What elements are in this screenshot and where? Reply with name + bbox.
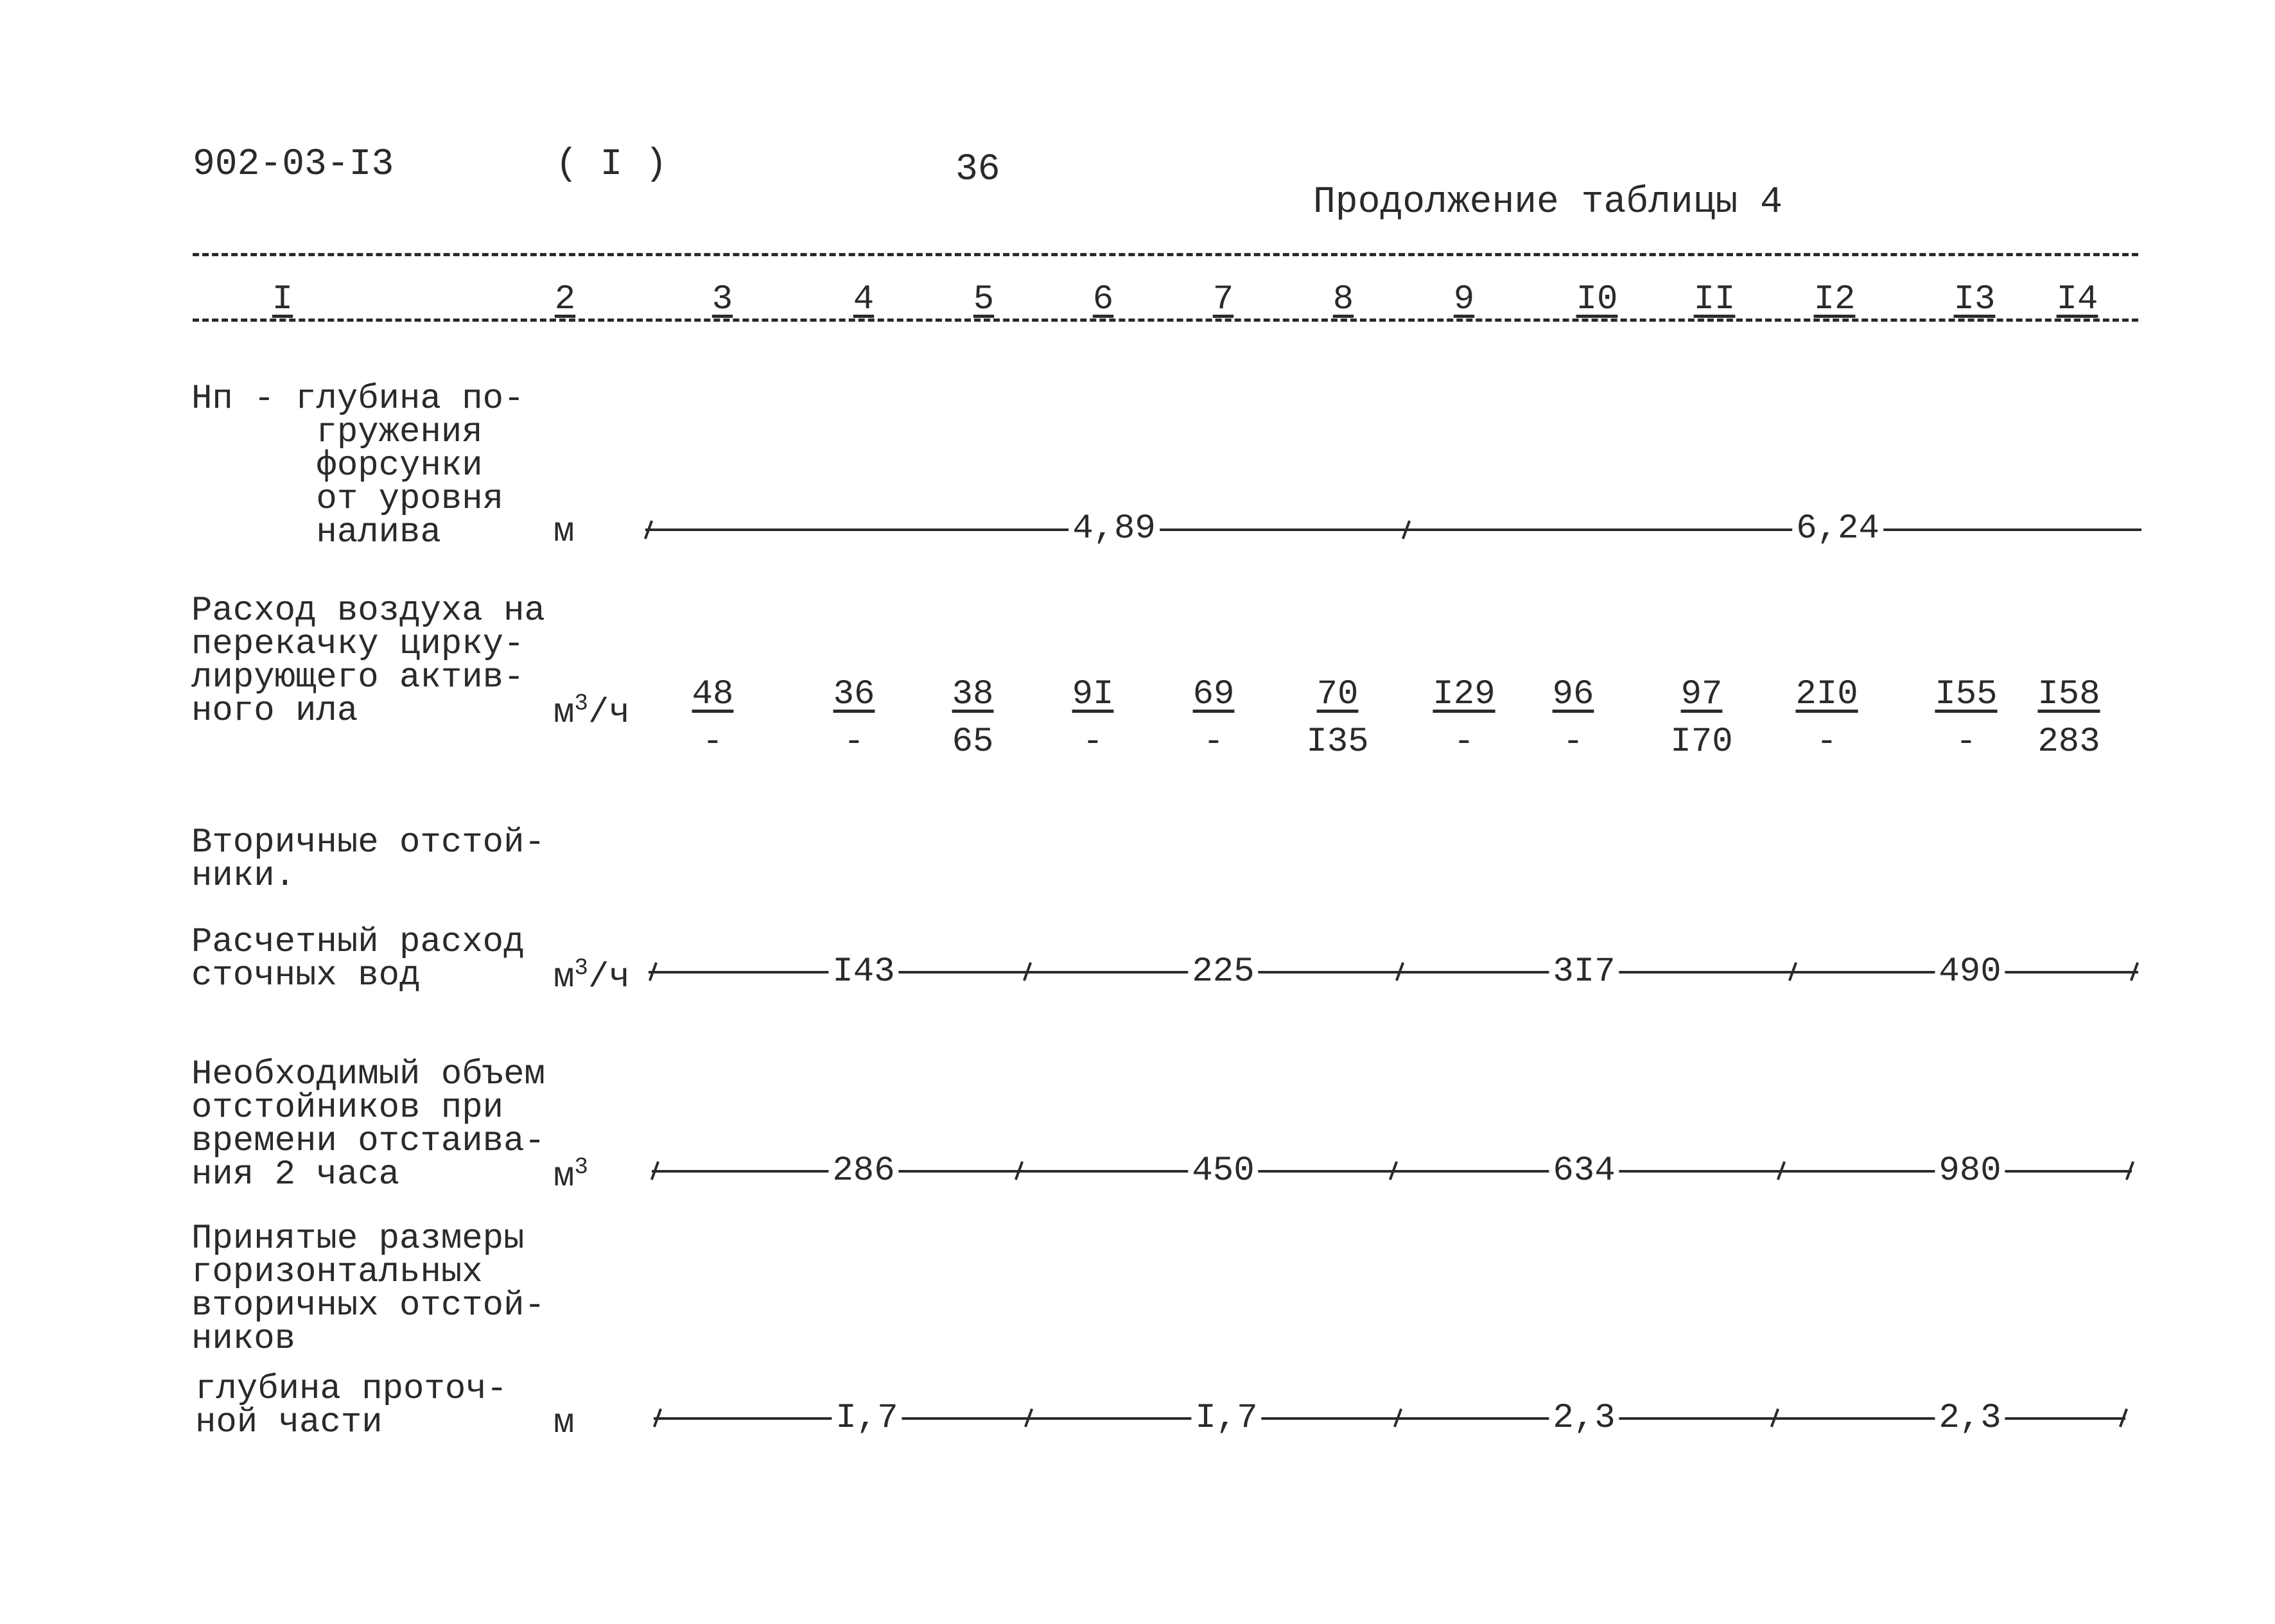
column-number: 2 <box>554 280 576 319</box>
air-value-cell <box>1306 677 1368 760</box>
document-part: ( I ) <box>555 144 668 186</box>
column-number: I4 <box>2056 280 2098 319</box>
row-label-required-volume: Необходимый объем отстойников при времени отстаива- ния 2 часа <box>191 1055 545 1194</box>
immersion-value-group-2: 6,24 <box>1792 512 1883 546</box>
unit-exponent: 3 <box>574 1154 589 1180</box>
air-value-denominator: - <box>1203 722 1225 762</box>
unit-exponent: 3 <box>574 955 589 981</box>
unit-text: м <box>553 1157 575 1196</box>
flow-value: I43 <box>828 955 898 990</box>
air-value-numerator: 69 <box>1192 675 1235 714</box>
depth-value: 2,3 <box>1935 1401 2005 1436</box>
unit-air <box>553 692 630 731</box>
air-value-denominator: - <box>1562 722 1584 762</box>
unit-flow <box>553 957 630 995</box>
volume-value: 634 <box>1549 1154 1619 1189</box>
unit-suffix: /ч <box>588 958 630 997</box>
immersion-value-group-1: 4,89 <box>1068 512 1160 546</box>
column-number: I3 <box>1953 280 1996 319</box>
air-value-cell <box>1433 677 1495 760</box>
flow-value: 490 <box>1935 955 2005 990</box>
unit-immersion: м <box>553 512 575 552</box>
air-value-cell <box>1670 677 1732 760</box>
air-value-cell <box>1072 677 1114 760</box>
section-heading-secondary-settlers: Вторичные отстой- ники. <box>191 823 545 896</box>
air-value-cell <box>1553 677 1594 760</box>
air-value-cell <box>1795 677 1858 760</box>
depth-value: I,7 <box>1191 1401 1261 1436</box>
air-value-numerator: I55 <box>1935 675 1998 714</box>
row-label-air-consumption: Расход воздуха на перекачку цирку- лирующего актив- ного ила <box>191 591 545 731</box>
column-number: I2 <box>1813 280 1856 319</box>
unit-exponent: 3 <box>574 690 589 717</box>
air-value-numerator: 96 <box>1552 675 1594 714</box>
air-value-denominator: 65 <box>952 722 994 762</box>
air-value-cell <box>692 677 734 760</box>
unit-text: м <box>553 958 575 997</box>
unit-text: м <box>553 694 575 733</box>
air-value-denominator: - <box>1082 722 1104 762</box>
section-heading-accepted-sizes: Принятые размеры горизонтальных вторичных отстой- ников <box>191 1219 545 1359</box>
air-value-denominator: - <box>1453 722 1475 762</box>
volume-value: 980 <box>1935 1154 2005 1189</box>
depth-value: I,7 <box>832 1401 902 1436</box>
air-value-cell <box>1193 677 1235 760</box>
air-value-denominator: - <box>1955 722 1977 762</box>
unit-volume <box>553 1156 588 1194</box>
column-number: 5 <box>973 280 995 319</box>
document-code: 902-03-I3 <box>193 144 394 186</box>
table-top-rule <box>193 253 2138 256</box>
column-number: 8 <box>1332 280 1354 319</box>
span-line <box>645 528 2141 531</box>
air-value-cell <box>952 677 994 760</box>
column-number: 7 <box>1212 280 1234 319</box>
flow-value: 225 <box>1188 955 1258 990</box>
air-value-numerator: 9I <box>1072 675 1114 714</box>
air-value-cell <box>2037 677 2100 760</box>
column-number: II <box>1693 280 1736 319</box>
column-number: 4 <box>853 280 875 319</box>
table-continuation-title: Продолжение таблицы 4 <box>1313 182 1783 223</box>
column-number: 6 <box>1092 280 1114 319</box>
air-value-denominator: - <box>1816 722 1838 762</box>
unit-depth: м <box>553 1404 575 1443</box>
air-value-denominator: 283 <box>2037 722 2100 762</box>
air-value-numerator: 36 <box>833 675 875 714</box>
air-value-numerator: I29 <box>1433 675 1495 714</box>
column-number: 3 <box>711 280 733 319</box>
volume-value: 450 <box>1188 1154 1258 1189</box>
unit-suffix: /ч <box>588 694 630 733</box>
air-value-numerator: 2I0 <box>1795 675 1858 714</box>
air-value-numerator: 48 <box>692 675 734 714</box>
page-number: 36 <box>955 149 1000 191</box>
row-label-immersion-depth: Нп - глубина по- гружения форсунки от уровня налива <box>191 380 525 552</box>
air-value-numerator: 38 <box>952 675 994 714</box>
air-value-numerator: 97 <box>1680 675 1723 714</box>
depth-value: 2,3 <box>1549 1401 1619 1436</box>
air-value-denominator: I70 <box>1670 722 1733 762</box>
air-value-denominator: I35 <box>1306 722 1369 762</box>
air-value-denominator: - <box>702 722 724 762</box>
column-number: I <box>272 280 293 319</box>
flow-value: 3I7 <box>1549 955 1619 990</box>
column-number: 9 <box>1453 280 1475 319</box>
air-value-cell <box>1935 677 1997 760</box>
volume-value: 286 <box>828 1154 898 1189</box>
air-value-numerator: I58 <box>2037 675 2100 714</box>
column-number: I0 <box>1576 280 1618 319</box>
air-value-denominator: - <box>843 722 865 762</box>
row-label-design-flow: Расчетный расход сточных вод <box>191 923 525 995</box>
row-label-flow-depth: глубина проточ- ной части <box>195 1370 508 1442</box>
air-value-cell <box>833 677 875 760</box>
air-value-numerator: 70 <box>1316 675 1359 714</box>
